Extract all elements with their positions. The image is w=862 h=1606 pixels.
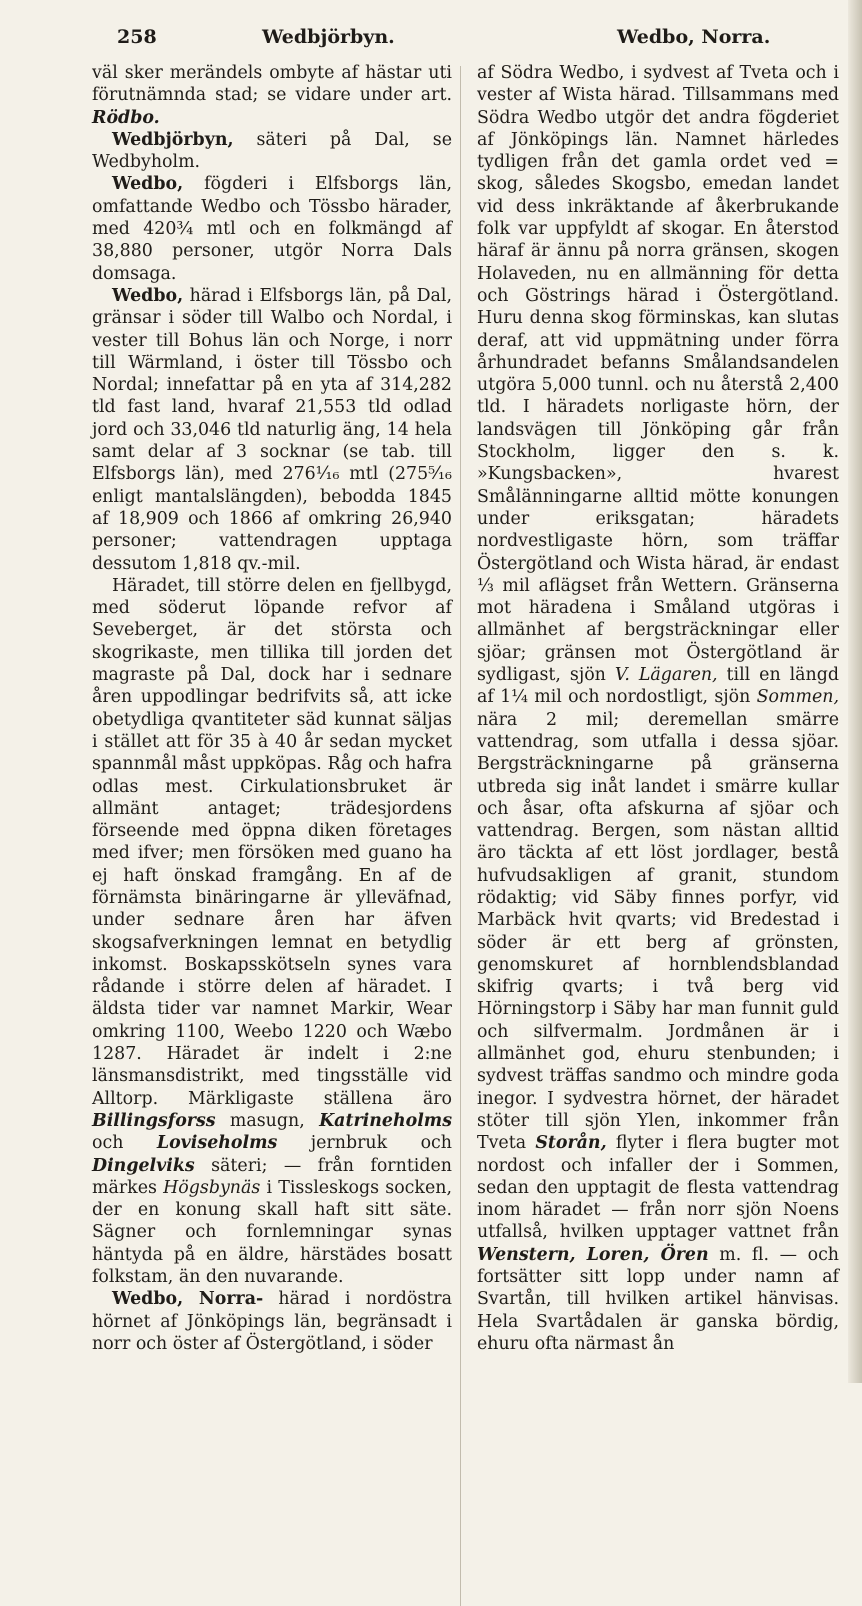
entry-headword: Wedbo, [112, 285, 184, 306]
running-header [0, 26, 862, 50]
page-edge-shadow [848, 0, 862, 1383]
entry-wedbo-norra-continued: af Södra Wedbo, i sydvest af Tveta och i vester af Wista härad. Tillsammans med Södra Wedbo utgör det andra fögderiet af Jönköpings län. Namnet härledes tydligen från det gamla ordet ved = skog, således Skogsbo, emedan landet vid dess inkräktande af åkerbrukande folk var uppfyldt af skogar. En återstod häraf är ännu på norra gränsen, skogen Holaveden, nu en allmänning för detta och Göstrings härad i Östergötland. Huru denna skog förminskas, kan slutas deraf, att vid uppmätning under förra århundradet befanns Smålandsandelen utgöra 5,000 tunnl. och nu återstå 2,400 tld. I häradets norligaste hörn, der landsvägen till Jönköping går från Stockholm, ligger den s. k. »Kungsbacken», hvarest Smålänningarne alltid mötte konungen under eriksgatan; häradets nordvestligaste hörn, som träffar Östergötland och Wista härad, är endast ⅓ mil aflägset från Wettern. Gränserna mot häradena i Småland utgöras i allmänhet af bergsträckningar eller sjöar; gränsen mot Östergötland är sydligast, sjön V. Lägaren, till en längd af 1¼ mil och nordostligt, sjön Sommen, nära 2 mil; deremellan smärre vattendrag, som utfalla i dessa sjöar. Bergsträckningarne på gränserna utbreda sig inåt landet i smärre kullar och åsar, ofta afskurna af sjöar och vattendrag. Bergen, som nästan alltid äro täckta af ett löst jordlager, bestå hufvudsakligen af granit, stundom rödaktig; vid Säby finnes porfyr, vid Marbäck hvit qvarts; vid Bredestad i söder är ett berg af grönsten, genomskuret af hornblendsblandad skifrig qvarts; i två berg vid Hörningstorp i Säby har man funnit guld och silfvermalm. Jordmånen är i allmänhet god, ehuru stenbunden; i sydvest träffas sandmo och mindre goda inegor. I sydvestra hörnet, der häradet stöter till sjön Ylen, inkommer från Tveta Storån, flyter i flera bugter mot nordost och infaller der i Sommen, sedan den upptagit de flesta vattendrag inom häradet — från norr sjön Noens utfallså, hvilken upptager vattnet från Wenstern, Loren, Ören m. fl. — och fortsätter sitt lopp under namn af Svartån, till hvilken artikel hänvisas. Hela Svartådalen är ganska bördig, ehuru ofta närmast ån [477, 63, 840, 1354]
left-column [92, 62, 452, 1355]
left-running-title: Wedbjörbyn. [262, 26, 395, 48]
page-number: 258 [117, 26, 157, 48]
cross-reference: Rödbo. [92, 107, 160, 128]
entry-wedbo-norra: Wedbo, Norra- härad i nordöstra hörnet af Jönköpings län, begränsadt i norr och öster af Östergötland, i söder [92, 1289, 452, 1354]
paragraph-continued: väl sker merändels ombyte af hästar uti förutnämnda stad; se vidare under art. Rödbo. [92, 63, 452, 128]
entry-headword: Wedbo, Norra- [112, 1289, 264, 1310]
entry-headword: Wedbjörbyn, [112, 129, 234, 150]
entry-headword: Wedbo, [112, 174, 184, 195]
right-running-title: Wedbo, Norra. [617, 26, 771, 48]
entry-wedbo-harad: Wedbo, härad i Elfsborgs län, på Dal, gränsar i söder till Walbo och Nordal, i vester till Bohus län och Norge, i norr till Wärmland, i öster till Tössbo och Nordal; innefattar på en yta af 314,282 tld fast land, hvaraf 21,553 tld odlad jord och 33,046 tld naturlig äng, 14 hela samt delar af 3 socknar (se tab. till Elfsborgs län), med 276¹⁄₁₆ mtl (275⁵⁄₁₆ enligt mantalslängden), bebodda 1845 af 18,909 och 1866 af omkring 26,940 personer; vattendragen upptaga dessutom 1,818 qv.-mil. [92, 285, 452, 574]
entry-wedbo-harad-description: Häradet, till större delen en fjellbygd, med söderut löpande refvor af Seveberget, är det största och skogrikaste, men tillika till jorden det magraste på Dal, dock har i sednare åren uppodlingar bedrifvits så, att icke obetydliga qvantiteter säd kunnat säljas i stället att för 35 à 40 år sedan mycket spannmål måst uppköpas. Råg och hafra odlas mest. Cirkulationsbruket är allmänt antaget; trädesjordens förseende med öppna diken företages med ifver; men försöken med guano ha ej haft önskad framgång. En af de förnämsta binäringarne är ylleväfnad, under sednare åren har äfven skogsafverkningen lemnat en betydlig inkomst. Boskapsskötseln synes vara rådande i större delen af häradet. I äldsta tider var namnet Markir, Wear omkring 1100, Weebo 1220 och Wæbo 1287. Häradet är indelt i 2:ne länsmansdistrikt, med tingsställe vid Alltorp. Märkligaste ställena äro Billingsforss masugn, Katrineholms och Loviseholms jernbruk och Dingelviks säteri; — från forntiden märkes Högsbynäs i Tissleskogs socken, der en konung skall haft sitt säte. Sägner och fornlemningar synas häntyda på en äldre, härstädes bosatt folkstam, än den nuvarande. [92, 575, 452, 1288]
entry-wedbjorbyn: Wedbjörbyn, säteri på Dal, se Wedbyholm. [92, 129, 452, 173]
entry-wedbo-fogderi: Wedbo, fögderi i Elfsborgs län, omfattande Wedbo och Tössbo härader, med 420¾ mtl och en folkmängd af 38,880 personer, utgör Norra Dals domsaga. [92, 174, 452, 284]
right-column [477, 62, 839, 1355]
column-divider [460, 66, 461, 1606]
